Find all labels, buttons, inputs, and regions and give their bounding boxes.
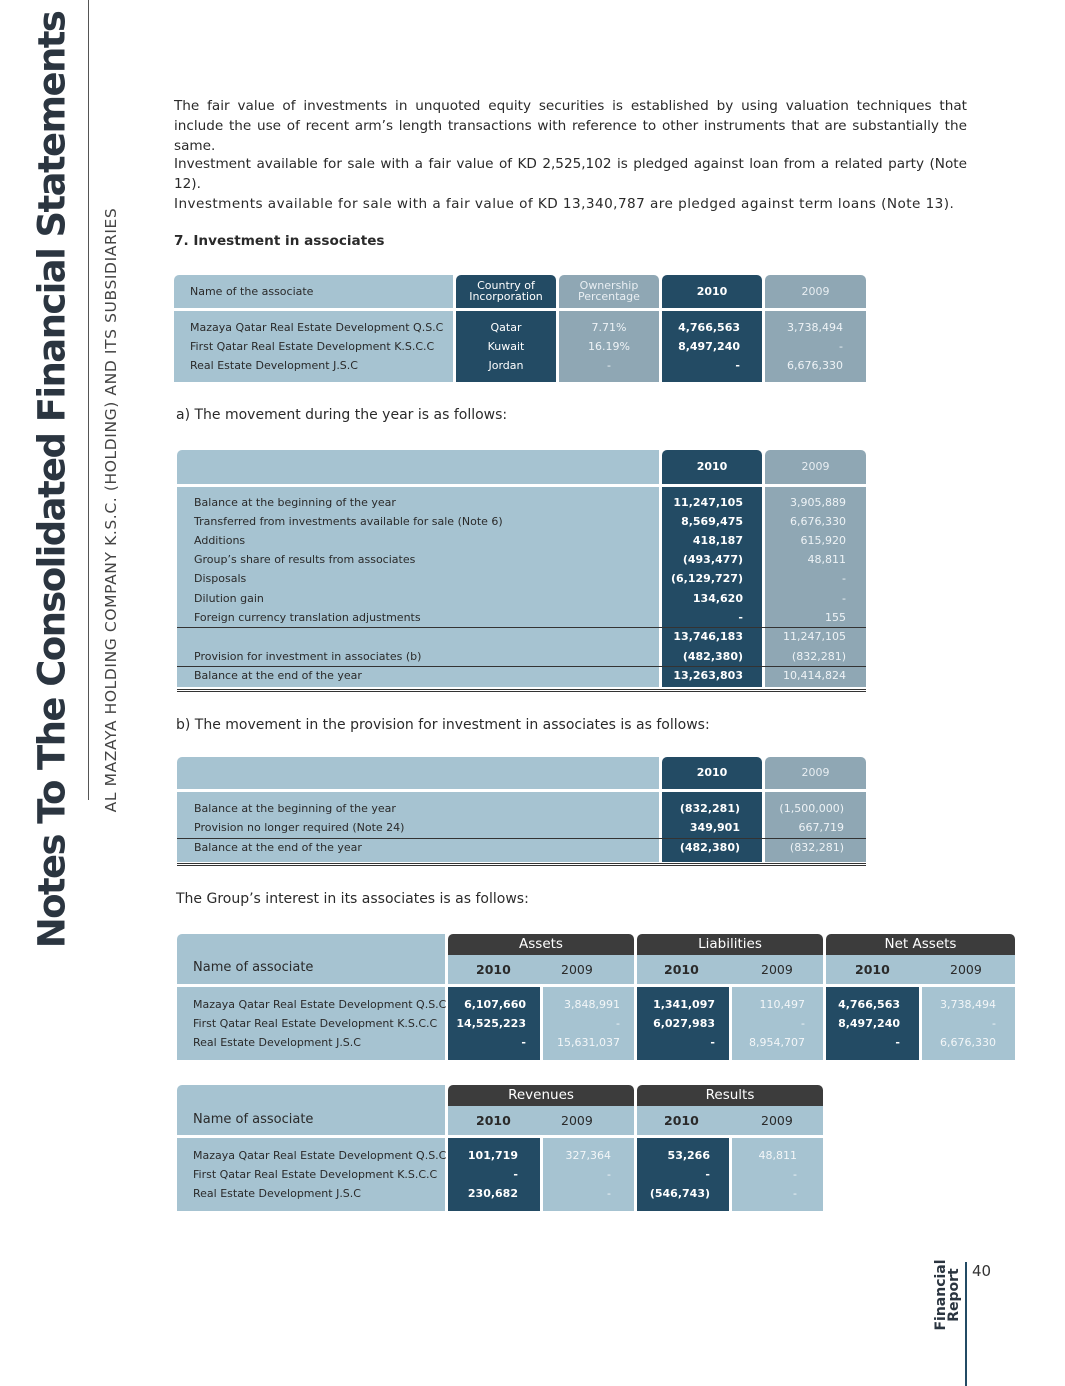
paragraph-pledge-related-party: Investment available for sale with a fair value of KD 2,525,102 is pledged against loan from a related party (Note 12). <box>174 156 967 192</box>
year-2009-label: 2009 <box>761 1113 793 1128</box>
results-value-s10: 53,266 <box>667 1149 710 1162</box>
movement-value-2010: (482,380) <box>682 650 743 663</box>
header-2009-cell: 2009 <box>765 275 866 308</box>
interest-value-l09: 110,497 <box>759 998 805 1011</box>
year-2009-label: 2009 <box>761 962 793 977</box>
movement-a-title: a) The movement during the year is as follows: <box>176 407 508 423</box>
value-2009: - <box>839 340 843 353</box>
interest-title: The Group’s interest in its associates is as follows: <box>176 891 529 907</box>
results-value-r10: 101,719 <box>467 1149 518 1162</box>
interest-value-n10: 8,497,240 <box>838 1017 900 1030</box>
movement-value-2010: (493,477) <box>682 553 743 566</box>
results-value-r10: - <box>513 1168 518 1181</box>
year-2010-label: 2010 <box>476 1113 511 1128</box>
table-row-name: Real Estate Development J.S.C <box>193 1036 361 1049</box>
country-value: Kuwait <box>487 340 525 353</box>
results-value-r09: - <box>607 1168 611 1181</box>
header-country-line1: Country of <box>477 279 535 292</box>
interest-value-a09: 3,848,991 <box>564 998 620 1011</box>
interest-value-l09: - <box>801 1017 805 1030</box>
results-value-r10: 230,682 <box>467 1187 518 1200</box>
side-divider <box>88 0 89 800</box>
footer-section-title <box>935 1259 961 1330</box>
results-value-r09: - <box>607 1187 611 1200</box>
movement-value-2010: 8,569,475 <box>681 515 743 528</box>
movement-row-label: Balance at the beginning of the year <box>194 496 396 509</box>
movement-row-label: Provision no longer required (Note 24) <box>194 821 405 834</box>
results-name-header-cell <box>177 1085 445 1135</box>
interest-value-n10: - <box>895 1036 900 1049</box>
movement-value-2009: - <box>842 572 846 585</box>
movement-row-label: Dilution gain <box>194 592 264 605</box>
interest-value-n09: 6,676,330 <box>940 1036 996 1049</box>
movement-value-2009: 6,676,330 <box>790 515 846 528</box>
header-2010-cell: 2010 <box>662 275 762 308</box>
ownership-value: 16.19% <box>588 340 630 353</box>
group-header-results: Results <box>637 1085 823 1106</box>
movement-value-2010: 349,901 <box>689 821 740 834</box>
value-2010: - <box>735 359 740 372</box>
movement-row-label: Transferred from investments available for sale (Note 6) <box>194 515 503 528</box>
movement-value-2009: (1,500,000) <box>779 802 844 815</box>
movement-row-label: Provision for investment in associates (b) <box>194 650 422 663</box>
footer-line1: Financial <box>933 1259 949 1331</box>
movement-row-label: Additions <box>194 534 246 547</box>
table-row-name: Mazaya Qatar Real Estate Development Q.S.C <box>190 321 444 334</box>
year-2009-label: 2009 <box>561 1113 593 1128</box>
header-name-label: Name of the associate <box>190 285 314 298</box>
results-value-s10: - <box>705 1168 710 1181</box>
interest-name-header: Name of associate <box>193 960 314 975</box>
movement-a-header-2009: 2009 <box>765 450 866 484</box>
section-heading: 7. Investment in associates <box>174 233 385 249</box>
table-row-name: Real Estate Development J.S.C <box>190 359 358 372</box>
movement-a-header-2010: 2010 <box>662 450 762 484</box>
movement-row-label: Group’s share of results from associates <box>194 553 416 566</box>
movement-value-2010: (6,129,727) <box>671 572 743 585</box>
movement-value-2010: 134,620 <box>692 592 743 605</box>
table-row-name: Mazaya Qatar Real Estate Development Q.S.C <box>193 998 447 1011</box>
movement-value-2010: 13,746,183 <box>673 630 743 643</box>
results-name-header: Name of associate <box>193 1112 314 1127</box>
header-ownership-line2: Percentage <box>578 290 640 303</box>
movement-row-label: Balance at the end of the year <box>194 841 362 854</box>
movement-value-2010: 13,263,803 <box>673 669 743 682</box>
table-row-name: First Qatar Real Estate Development K.S.C.C <box>190 340 435 353</box>
interest-value-l09: 8,954,707 <box>749 1036 805 1049</box>
movement-value-2010: (482,380) <box>679 841 740 854</box>
paragraph-fair-value: The fair value of investments in unquoted equity securities is established by using valuation techniques that include the use of recent arm’s length transactions with reference to other instruments that are substantially the same. <box>174 98 967 154</box>
interest-value-a10: 6,107,660 <box>464 998 526 1011</box>
movement-b-header-2009: 2009 <box>765 757 866 789</box>
value-2010: 4,766,563 <box>678 321 740 334</box>
footer-line2: Report <box>946 1268 962 1322</box>
movement-value-2009: 11,247,105 <box>783 630 846 643</box>
movement-value-2009: 667,719 <box>798 821 844 834</box>
interest-value-a10: - <box>521 1036 526 1049</box>
header-ownership-line1: Ownership <box>579 279 639 292</box>
year-2010-label: 2010 <box>664 1113 699 1128</box>
interest-value-l10: 1,341,097 <box>653 998 715 1011</box>
movement-value-2009: 3,905,889 <box>790 496 846 509</box>
subtotal-rule <box>177 627 866 628</box>
movement-row-label: Balance at the end of the year <box>194 669 362 682</box>
results-value-r09: 327,364 <box>565 1149 611 1162</box>
table-row-name: First Qatar Real Estate Development K.S.C.C <box>193 1168 438 1181</box>
movement-value-2009: (832,281) <box>789 841 844 854</box>
results-value-s09: - <box>793 1168 797 1181</box>
value-2010: 8,497,240 <box>678 340 740 353</box>
movement-value-2010: (832,281) <box>679 802 740 815</box>
interest-name-header-cell <box>177 934 445 984</box>
movement-value-2009: 615,920 <box>800 534 846 547</box>
year-2009-label: 2009 <box>561 962 593 977</box>
ownership-value: 7.71% <box>591 321 627 334</box>
total-underline <box>177 863 866 864</box>
table-row-name: Real Estate Development J.S.C <box>193 1187 361 1200</box>
company-side-subtitle: AL MAZAYA HOLDING COMPANY K.S.C. (HOLDING) AND ITS SUBSIDIARIES <box>102 207 120 813</box>
results-value-s10: (546,743) <box>649 1187 710 1200</box>
table-row-name: First Qatar Real Estate Development K.S.C.C <box>193 1017 438 1030</box>
interest-value-a09: 15,631,037 <box>557 1036 620 1049</box>
total-double-underline <box>177 691 866 692</box>
header-ownership-cell <box>559 275 659 308</box>
group-header-liabilities: Liabilities <box>637 934 823 955</box>
movement-value-2009: (832,281) <box>791 650 846 663</box>
paragraph-pledge-term-loans: Investments available for sale with a fair value of KD 13,340,787 are pledged against term loans (Note 13). <box>174 196 955 212</box>
page-number: 40 <box>972 1262 992 1280</box>
total-underline <box>177 689 866 690</box>
interest-value-l10: - <box>710 1036 715 1049</box>
value-2009: 6,676,330 <box>787 359 843 372</box>
results-value-s09: 48,811 <box>758 1149 797 1162</box>
movement-value-2009: 10,414,824 <box>783 669 846 682</box>
movement-row-label: Balance at the beginning of the year <box>194 802 396 815</box>
footer-divider <box>965 1262 967 1386</box>
movement-value-2009: 48,811 <box>807 553 846 566</box>
movement-row-label: Disposals <box>194 572 247 585</box>
group-header-assets: Assets <box>448 934 634 955</box>
interest-value-a09: - <box>616 1017 620 1030</box>
year-2009-label: 2009 <box>950 962 982 977</box>
ownership-value: - <box>607 359 611 372</box>
group-header-net-assets: Net Assets <box>826 934 1015 955</box>
group-header-revenues: Revenues <box>448 1085 634 1106</box>
country-value: Jordan <box>488 359 524 372</box>
interest-value-n09: 3,738,494 <box>940 998 996 1011</box>
movement-value-2010: 11,247,105 <box>673 496 743 509</box>
interest-value-n10: 4,766,563 <box>838 998 900 1011</box>
movement-value-2010: 418,187 <box>692 534 743 547</box>
movement-value-2009: - <box>842 592 846 605</box>
interest-value-n09: - <box>992 1017 996 1030</box>
movement-row-label: Foreign currency translation adjustments <box>194 611 421 624</box>
country-value: Qatar <box>490 321 522 334</box>
results-value-s09: - <box>793 1187 797 1200</box>
movement-value-2009: 155 <box>825 611 846 624</box>
year-2010-label: 2010 <box>476 962 511 977</box>
header-name-cell <box>174 275 453 308</box>
header-country-cell <box>456 275 556 308</box>
total-rule <box>177 666 866 667</box>
year-2010-label: 2010 <box>664 962 699 977</box>
total-double-underline <box>177 865 866 866</box>
total-rule <box>177 838 866 839</box>
movement-a-header-label-cell <box>177 450 659 484</box>
movement-b-header-2010: 2010 <box>662 757 762 789</box>
table-row-name: Mazaya Qatar Real Estate Development Q.S.C <box>193 1149 447 1162</box>
movement-b-title: b) The movement in the provision for investment in associates is as follows: <box>176 717 710 733</box>
page-side-title: Notes To The Consolidated Financial Statements <box>30 11 74 949</box>
movement-b-header-label-cell <box>177 757 659 789</box>
header-country-line2: Incorporation <box>469 290 543 303</box>
year-2010-label: 2010 <box>855 962 890 977</box>
interest-value-a10: 14,525,223 <box>456 1017 526 1030</box>
movement-value-2010: - <box>738 611 743 624</box>
interest-value-l10: 6,027,983 <box>653 1017 715 1030</box>
value-2009: 3,738,494 <box>787 321 843 334</box>
